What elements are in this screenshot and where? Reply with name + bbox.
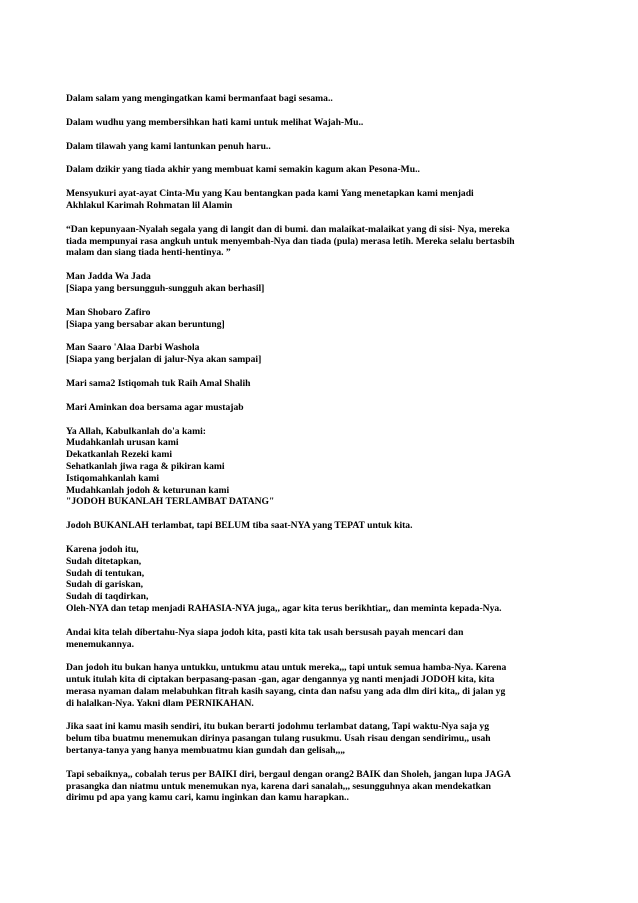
- paragraph: [66, 520, 586, 532]
- text-line: Ya Allah, Kabulkanlah do'a kami:: [66, 425, 206, 437]
- text-line: “Dan kepunyaan-Nyalah segala yang di langit dan di bumi. dan malaikat-malaikat yang di sisi- Nya, mereka: [66, 223, 510, 235]
- paragraph: [66, 188, 586, 212]
- text-line: Oleh-NYA dan tetap menjadi RAHASIA-NYA juga,, agar kita terus berikhtiar,, dan meminta kepada-Nya.: [66, 602, 502, 614]
- paragraph: [66, 93, 586, 105]
- text-line: Tapi sebaiknya,, cobalah terus per BAIKI diri, bergaul dengan orang2 BAIK dan Sholeh, jangan lupa JAGA: [66, 768, 511, 780]
- text-line: "JODOH BUKANLAH TERLAMBAT DATANG": [66, 496, 275, 508]
- text-line: Sudah di taqdirkan,: [66, 591, 149, 603]
- text-line: Mari Aminkan doa bersama agar mustajab: [66, 401, 244, 413]
- text-line: Sudah di gariskan,: [66, 579, 144, 591]
- paragraph: [66, 627, 586, 651]
- text-line: Akhlakul Karimah Rohmatan lil Alamin: [66, 199, 233, 211]
- paragraph: [66, 662, 586, 709]
- paragraph: [66, 544, 586, 615]
- document-page: [66, 93, 586, 816]
- text-line: Andai kita telah dibertahu-Nya siapa jodoh kita, pasti kita tak usah bersusah payah mencari dan: [66, 626, 464, 638]
- text-line: Man Shobaro Zafiro: [66, 306, 151, 318]
- text-line: [Siapa yang bersabar akan beruntung]: [66, 318, 225, 330]
- text-line: Dan jodoh itu bukan hanya untukku, untukmu atau untuk mereka,,, tapi untuk semua hamba-Nya. Karena: [66, 662, 507, 674]
- text-line: di halalkan-Nya. Yakni dlam PERNIKAHAN.: [66, 697, 254, 709]
- text-line: [Siapa yang bersungguh-sungguh akan berhasil]: [66, 282, 265, 294]
- text-line: Man Saaro 'Alaa Darbi Washola: [66, 342, 200, 354]
- text-line: Sudah di tentukan,: [66, 567, 145, 579]
- text-line: untuk itulah kita di ciptakan berpasang-pasan -gan, agar dengannya yg nanti menjadi JODOH kita, kita: [66, 674, 495, 686]
- text-line: prasangka dan niatmu untuk menemukan nya, karena dari sanalah,,, sesungguhnya akan mendekatkan: [66, 780, 492, 792]
- text-line: Jika saat ini kamu masih sendiri, itu bukan berarti jodohmu terlambat datang, Tapi waktu-Nya saja yg: [66, 721, 489, 733]
- text-line: Istiqomahkanlah kami: [66, 472, 160, 484]
- text-line: Mari sama2 Istiqomah tuk Raih Amal Shalih: [66, 377, 251, 389]
- text-line: Sudah ditetapkan,: [66, 555, 142, 567]
- paragraph: [66, 342, 586, 366]
- text-line: [Siapa yang berjalan di jalur-Nya akan sampai]: [66, 354, 262, 366]
- paragraph: [66, 402, 586, 414]
- paragraph: [66, 378, 586, 390]
- text-line: Dalam tilawah yang kami lantunkan penuh haru..: [66, 140, 271, 152]
- text-line: merasa nyaman dalam melabuhkan fitrah kasih sayang, cinta dan nafsu yang ada dlm diri kita,, di jalan yg: [66, 685, 506, 697]
- paragraph: [66, 224, 586, 259]
- text-line: Dalam wudhu yang membersihkan hati kami untuk melihat Wajah-Mu..: [66, 116, 364, 128]
- text-line: Jodoh BUKANLAH terlambat, tapi BELUM tiba saat-NYA yang TEPAT untuk kita.: [66, 520, 413, 532]
- text-line: Mudahkanlah urusan kami: [66, 437, 179, 449]
- paragraph: [66, 426, 586, 509]
- text-line: Dekatkanlah Rezeki kami: [66, 449, 173, 461]
- text-line: Sehatkanlah jiwa raga & pikiran kami: [66, 460, 225, 472]
- text-line: Mensyukuri ayat-ayat Cinta-Mu yang Kau bentangkan pada kami Yang menetapkan kami menjadi: [66, 188, 474, 200]
- text-line: Karena jodoh itu,: [66, 543, 139, 555]
- text-line: menemukannya.: [66, 638, 134, 650]
- text-line: Man Jadda Wa Jada: [66, 271, 151, 283]
- text-line: Dalam salam yang mengingatkan kami bermanfaat bagi sesama..: [66, 93, 333, 104]
- text-line: tiada mempunyai rasa angkuh untuk menyembah-Nya dan tiada (pula) merasa letih. Mereka selalu bertasbih: [66, 235, 515, 247]
- text-line: Dalam dzikir yang tiada akhir yang membuat kami semakin kagum akan Pesona-Mu..: [66, 164, 420, 176]
- document-body: [66, 93, 586, 804]
- text-line: malam dan siang tiada henti-hentinya. ”: [66, 247, 231, 259]
- paragraph: [66, 307, 586, 331]
- text-line: belum tiba buatmu menemukan dirinya pasangan tulang rusukmu. Usah risau dengan sendirimu,, usah: [66, 733, 491, 745]
- paragraph: [66, 117, 586, 129]
- paragraph: [66, 141, 586, 153]
- paragraph: [66, 721, 586, 756]
- paragraph: [66, 769, 586, 804]
- text-line: Mudahkanlah jodoh & keturunan kami: [66, 484, 230, 496]
- text-line: dirimu pd apa yang kamu cari, kamu inginkan dan kamu harapkan..: [66, 792, 349, 804]
- paragraph: [66, 164, 586, 176]
- paragraph: [66, 271, 586, 295]
- text-line: bertanya-tanya yang hanya membuatmu kian gundah dan gelisah,,„: [66, 745, 346, 757]
